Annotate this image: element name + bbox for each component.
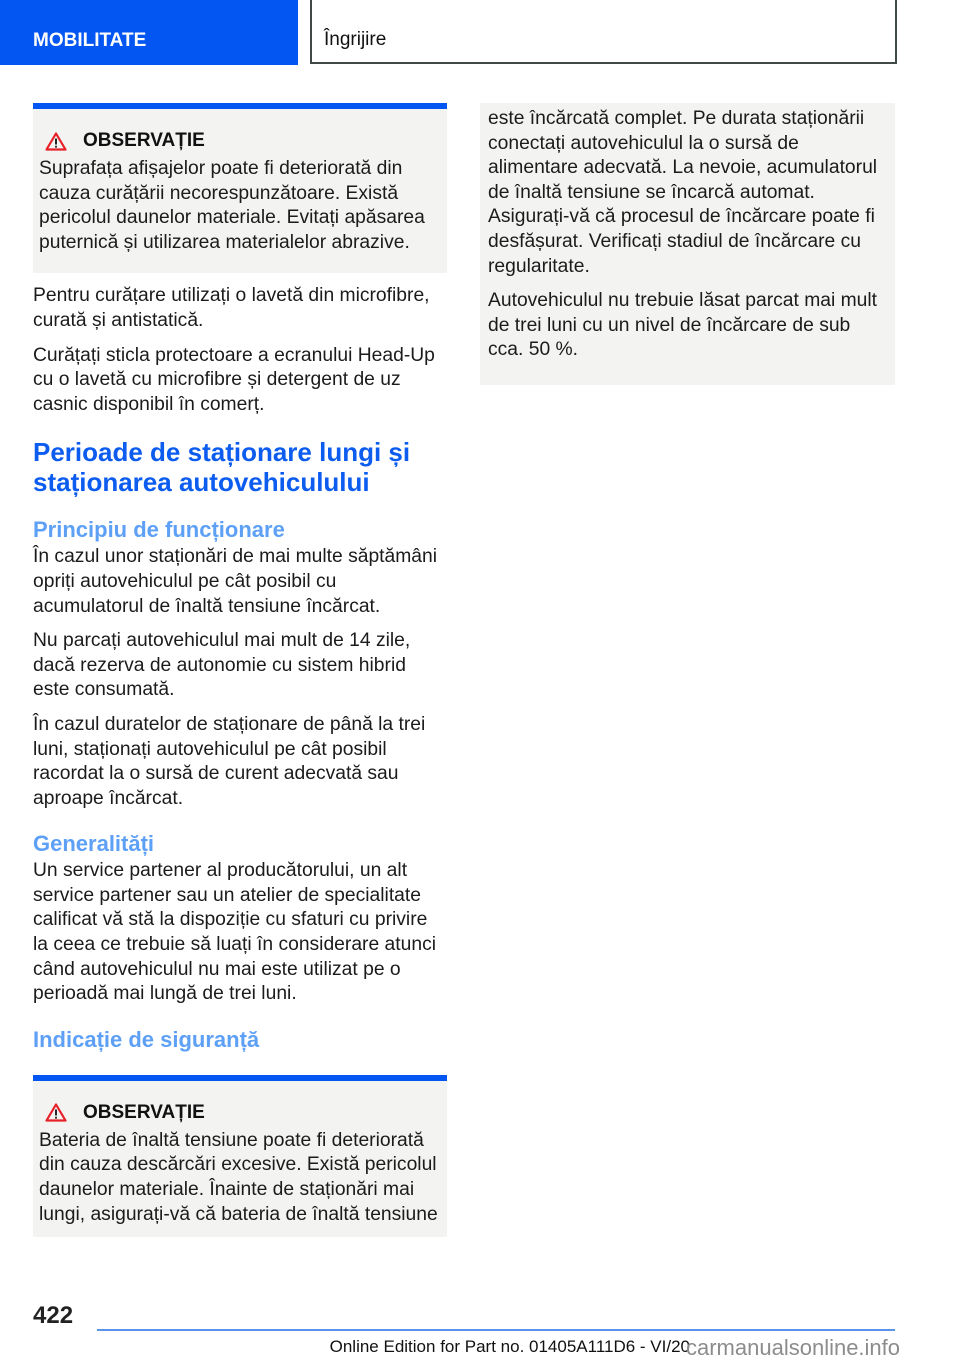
paragraph: În cazul duratelor de staționare de până la trei luni, staționați autovehiculul pe cât posibil racordat la o sursă de curent adecvată sau aproape încărcat. [33,713,426,809]
warning-note [33,1075,447,1237]
paragraph: Curățați sticla protectoare a ecranului Head-Up cu o lavetă cu microfibre și detergent de uz casnic disponibil în comerț. [33,344,435,415]
note-text: Bateria de înaltă tensiune poate fi deteriorată din cauza descărcări excesive. Există pericolul daunelor materiale. Înainte de staționări mai lungi, asigurați-vă că bateria de înaltă tensiune [39,1129,438,1225]
section-heading: Perioade de staționare lungi și staționarea autovehiculului [33,437,411,498]
paragraph: Nu parcați autovehiculul mai mult de 14 zile, dacă rezerva de autonomie cu sistem hibrid este consumată. [33,630,411,701]
paragraph: Un service partener al producătorului, un alt service partener sau un atelier de specialitate calificat vă stă la dispoziție cu sfaturi cu privire la ceea ce trebuie să luați în considerare atunci când autovehiculul nu mai este utilizat pe o perioadă mai lungă de trei luni. [33,860,437,1005]
subheading-principle: Principiu de funcționare [33,517,285,543]
right-column [480,103,895,385]
header-section-tab [0,0,298,65]
general-paragraphs [33,859,447,1007]
subheading-general: Generalități [33,831,155,857]
note-text: Suprafața afișajelor poate fi deteriorată din cauza curățării necorespunzătoare. Există pericolul daunelor materiale. Evitați apăsarea puternică și utilizarea materialelor abrazive. [39,158,425,253]
warning-triangle-icon [45,1103,67,1122]
cleaning-paragraphs [33,284,447,417]
section-label: MOBILITATE [33,30,147,51]
footer-divider [97,1329,895,1331]
subheading-safety: Indicație de siguranță [33,1026,260,1052]
principle-paragraphs [33,545,447,811]
chapter-title: Îngrijire [324,29,387,50]
warning-note-continued [480,103,895,385]
note-text: Autovehiculul nu trebuie lăsat parcat mai mult de trei luni cu un nivel de încărcare de sub cca. 50 %. [488,290,878,361]
watermark: carmanualsonline.info [686,1335,901,1360]
note-title: OBSERVAȚIE [83,1101,205,1123]
edition-info: Online Edition for Part no. 01405A111D6 - VI/20 [329,1337,690,1356]
warning-note [33,103,447,273]
paragraph: În cazul unor staționări de mai multe săptămâni opriți autovehiculul pe cât posibil cu acumulatorul de înaltă tensiune încărcat. [33,546,438,617]
note-title: OBSERVAȚIE [83,130,205,151]
warning-triangle-icon [45,132,67,151]
note-header [39,129,441,153]
note-text: este încărcată complet. Pe durata staționării conectați autovehiculul la o sursă de alimentare adecvată. La nevoie, acumulatorul de înaltă tensiune se încarcă automat. Asigurați-vă că procesul de încărcare poate fi desfășurat. Verificați stadiul de încărcare cu regularitate. [488,108,878,277]
note-header [39,1101,441,1125]
paragraph: Pentru curățare utilizați o lavetă din microfibre, curată și antistatică. [33,285,430,331]
left-column [33,103,447,1237]
header-chapter-box [310,0,897,64]
page-number: 422 [33,1302,74,1329]
